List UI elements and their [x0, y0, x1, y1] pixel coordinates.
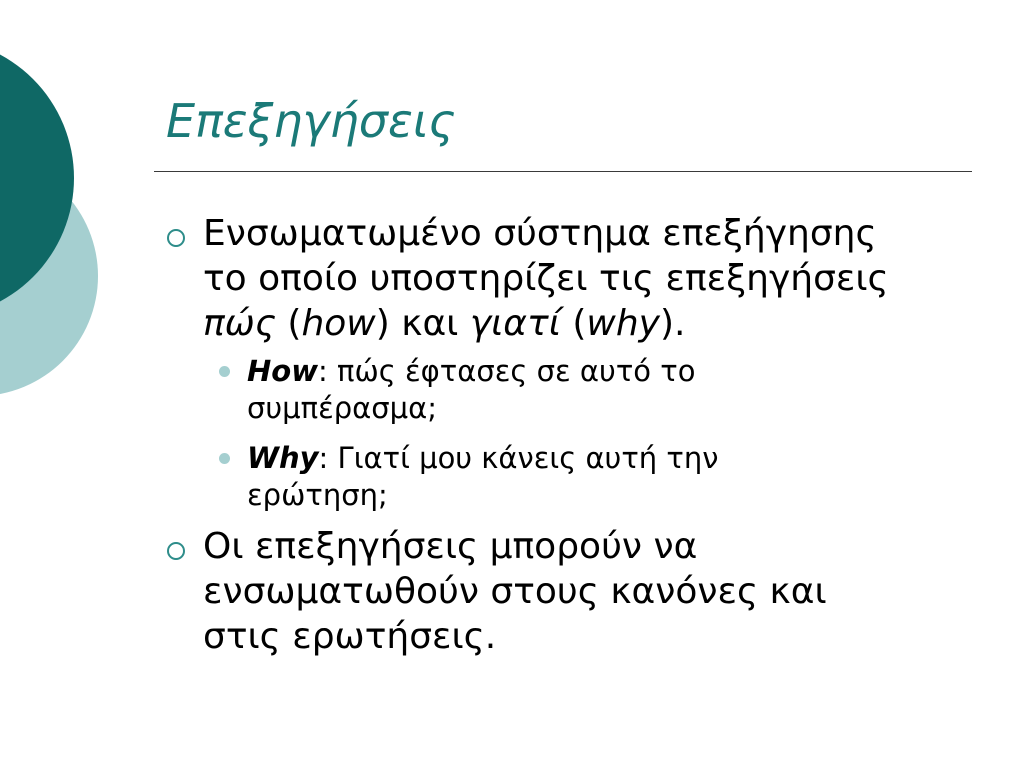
- sub-bullet-how-line-1: [247, 353, 695, 390]
- term-giati: γιατί: [469, 303, 561, 344]
- sub-bullet-why-line-1: [247, 440, 718, 477]
- filled-circle-bullet-icon: [219, 366, 230, 377]
- bullet-2-text: [203, 524, 827, 659]
- bullet-2-line-3: στις ερωτήσεις.: [203, 616, 497, 657]
- text-fragment: (: [560, 303, 587, 344]
- sub-bullet-how-text: : πώς έφτασες σε αυτό το: [318, 354, 696, 388]
- bullet-1-text: [203, 211, 889, 346]
- bullet-1-line-3: [203, 301, 889, 346]
- sub-bullet-how-label: How: [247, 354, 318, 388]
- sub-bullet-how: [247, 353, 695, 427]
- text-fragment: ).: [659, 303, 686, 344]
- bullet-1-line-2: το οποίο υποστηρίζει τις επεξηγήσεις: [203, 258, 889, 299]
- sub-bullet-how-line-2: συμπέρασμα;: [247, 391, 437, 425]
- sub-bullet-why-label: Why: [247, 441, 319, 475]
- text-fragment: ) και: [375, 303, 470, 344]
- bullet-2-line-1: Οι επεξηγήσεις μπορούν να: [203, 526, 698, 567]
- filled-circle-bullet-icon: [219, 453, 230, 464]
- hollow-circle-bullet-icon: [167, 542, 185, 560]
- text-fragment: (: [275, 303, 302, 344]
- sub-bullet-why-line-2: ερώτηση;: [247, 478, 388, 512]
- term-how: how: [301, 303, 376, 344]
- title-divider: [154, 171, 972, 172]
- sub-bullet-why-text: : Γιατί μου κάνεις αυτή την: [318, 441, 719, 475]
- bullet-1-line-1: Ενσωματωμένο σύστημα επεξήγησης: [203, 213, 877, 254]
- slide-title: Επεξηγήσεις: [166, 94, 456, 148]
- hollow-circle-bullet-icon: [167, 229, 185, 247]
- sub-bullet-why: [247, 440, 718, 514]
- term-why: why: [586, 303, 660, 344]
- bullet-2-line-2: ενσωματωθούν στους κανόνες και: [203, 571, 827, 612]
- term-pos: πώς: [203, 303, 276, 344]
